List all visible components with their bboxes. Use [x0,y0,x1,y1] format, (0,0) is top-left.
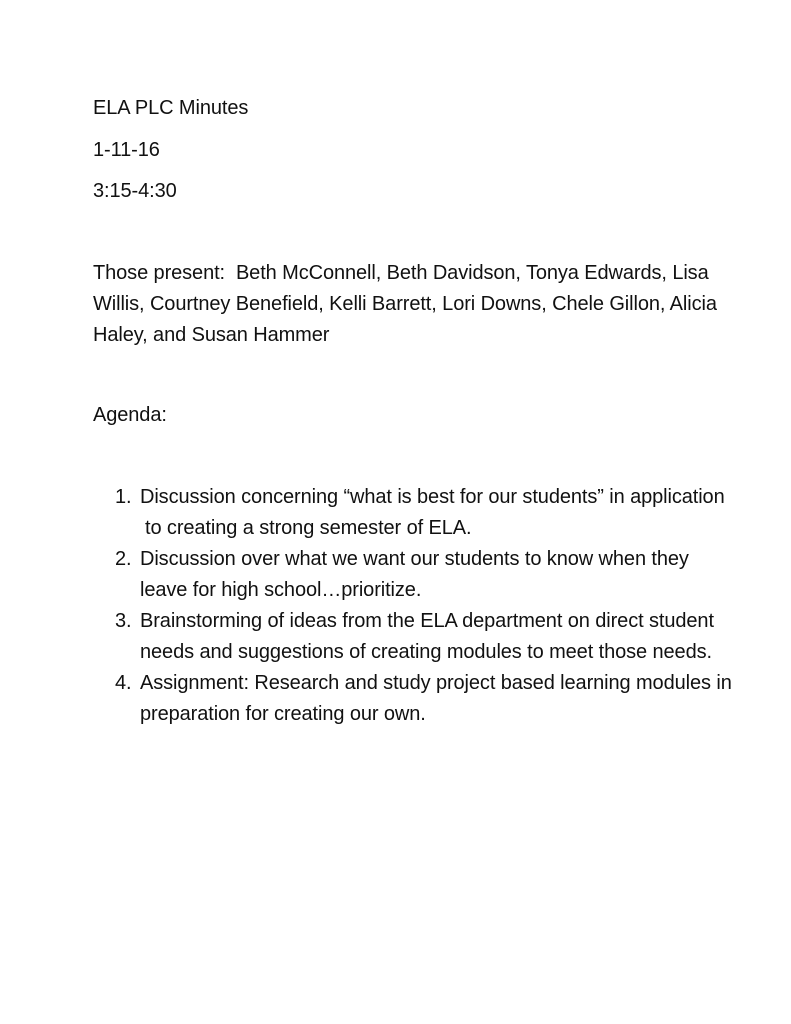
attendees-paragraph [93,258,733,351]
agenda-item [93,668,733,730]
agenda-item-text: Discussion concerning “what is best for our students” in application to creating a strong semester of ELA. [140,486,725,539]
agenda-item-number: 2. [115,548,132,570]
meeting-time: 3:15-4:30 [93,180,177,202]
agenda-item-text: Brainstorming of ideas from the ELA department on direct student needs and suggestions of creating modules to meet those needs. [140,610,714,663]
agenda-item-number: 3. [115,610,132,632]
attendees-label: Those present: [93,262,226,284]
agenda-item-number: 4. [115,672,132,694]
agenda-heading: Agenda: [93,404,167,426]
agenda-item-text: Assignment: Research and study project based learning modules in preparation for creating our own. [140,672,732,725]
agenda-item-number: 1. [115,486,132,508]
meeting-date: 1-11-16 [93,139,160,161]
agenda-item [93,606,733,668]
agenda-list [93,482,733,730]
agenda-item [93,544,733,606]
agenda-item-text: Discussion over what we want our students to know when they leave for high school…prioritize. [140,548,689,601]
document-title: ELA PLC Minutes [93,97,249,119]
agenda-item [93,482,733,544]
attendees-names: Beth McConnell, Beth Davidson, Tonya Edwards, Lisa Willis, Courtney Benefield, Kelli Barrett, Lori Downs, Chele Gillon, Alicia Haley, and Susan Hammer [93,262,717,346]
